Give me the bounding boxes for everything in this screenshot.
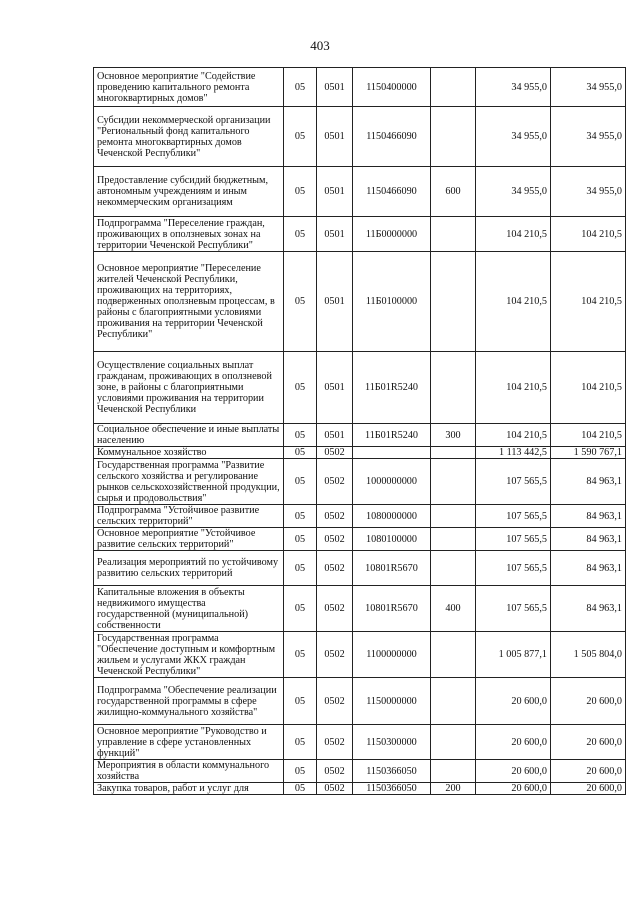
row-code-cell: 05: [284, 459, 317, 505]
row-expense-type-cell: [431, 107, 476, 167]
row-name-cell: Закупка товаров, работ и услуг для: [94, 783, 284, 795]
row-code-cell: 05: [284, 447, 317, 459]
row-amount-1-cell: 20 600,0: [476, 678, 551, 725]
row-target-code-cell: 11Б0100000: [353, 252, 431, 352]
row-name-cell: Предоставление субсидий бюджетным, автономным учреждениям и иным некоммерческим организациям: [94, 167, 284, 217]
row-amount-1-cell: 34 955,0: [476, 68, 551, 107]
row-section-cell: 0502: [317, 760, 353, 783]
row-amount-1-cell: 107 565,5: [476, 505, 551, 528]
row-amount-2-cell: 104 210,5: [551, 352, 626, 424]
row-expense-type-cell: 600: [431, 167, 476, 217]
row-expense-type-cell: 200: [431, 783, 476, 795]
row-amount-2-cell: 1 590 767,1: [551, 447, 626, 459]
row-target-code-cell: 11Б0000000: [353, 217, 431, 252]
row-amount-2-cell: 1 505 804,0: [551, 632, 626, 678]
row-name-cell: Основное мероприятие "Устойчивое развитие сельских территорий": [94, 528, 284, 551]
budget-table: [93, 67, 626, 795]
row-name-cell: Коммунальное хозяйство: [94, 447, 284, 459]
row-amount-1-cell: 104 210,5: [476, 352, 551, 424]
row-amount-2-cell: 84 963,1: [551, 551, 626, 586]
row-target-code-cell: 1080100000: [353, 528, 431, 551]
row-amount-1-cell: 104 210,5: [476, 424, 551, 447]
row-section-cell: 0502: [317, 505, 353, 528]
row-code-cell: 05: [284, 678, 317, 725]
row-name-cell: Государственная программа "Развитие сельского хозяйства и регулирование рынков сельскохозяйственной продукции, сырья и продовольствия": [94, 459, 284, 505]
row-target-code-cell: 1150366050: [353, 760, 431, 783]
row-section-cell: 0502: [317, 447, 353, 459]
row-code-cell: 05: [284, 167, 317, 217]
row-expense-type-cell: 300: [431, 424, 476, 447]
row-amount-2-cell: 34 955,0: [551, 107, 626, 167]
row-name-cell: Субсидии некоммерческой организации "Региональный фонд капитального ремонта многоквартирных домов Чеченской Республики": [94, 107, 284, 167]
row-amount-2-cell: 104 210,5: [551, 252, 626, 352]
row-code-cell: 05: [284, 551, 317, 586]
row-section-cell: 0501: [317, 252, 353, 352]
row-name-cell: Мероприятия в области коммунального хозяйства: [94, 760, 284, 783]
table-row: [94, 678, 626, 725]
row-section-cell: 0502: [317, 586, 353, 632]
row-name-cell: Основное мероприятие "Переселение жителей Чеченской Республики, проживающих на территориях, подверженных оползневым процессам, в районы с благоприятными условиями проживания на территории Чеченской Республики": [94, 252, 284, 352]
row-code-cell: 05: [284, 505, 317, 528]
row-amount-1-cell: 34 955,0: [476, 167, 551, 217]
row-amount-1-cell: 20 600,0: [476, 725, 551, 760]
table-row: [94, 505, 626, 528]
row-target-code-cell: [353, 447, 431, 459]
row-expense-type-cell: [431, 725, 476, 760]
row-amount-1-cell: 1 113 442,5: [476, 447, 551, 459]
row-amount-2-cell: 84 963,1: [551, 459, 626, 505]
row-amount-2-cell: 84 963,1: [551, 505, 626, 528]
row-amount-1-cell: 20 600,0: [476, 783, 551, 795]
row-target-code-cell: 1080000000: [353, 505, 431, 528]
table-row: [94, 167, 626, 217]
row-amount-2-cell: 20 600,0: [551, 783, 626, 795]
row-amount-2-cell: 84 963,1: [551, 528, 626, 551]
table-row: [94, 107, 626, 167]
row-code-cell: 05: [284, 528, 317, 551]
row-target-code-cell: 10801R5670: [353, 586, 431, 632]
row-name-cell: Осуществление социальных выплат гражданам, проживающих в оползневой зоне, в районы с благоприятными условиями проживания на территории Чеченской Республики: [94, 352, 284, 424]
row-name-cell: Подпрограмма "Обеспечение реализации государственной программы в сфере жилищно-коммунального хозяйства": [94, 678, 284, 725]
row-expense-type-cell: [431, 352, 476, 424]
row-code-cell: 05: [284, 252, 317, 352]
row-name-cell: Основное мероприятие "Содействие проведению капитального ремонта многоквартирных домов": [94, 68, 284, 107]
row-expense-type-cell: [431, 632, 476, 678]
row-section-cell: 0501: [317, 424, 353, 447]
row-code-cell: 05: [284, 424, 317, 447]
table-row: [94, 217, 626, 252]
row-expense-type-cell: [431, 505, 476, 528]
row-name-cell: Подпрограмма "Переселение граждан, проживающих в оползневых зонах на территории Чеченской Республики": [94, 217, 284, 252]
table-row: [94, 459, 626, 505]
row-name-cell: Социальное обеспечение и иные выплаты населению: [94, 424, 284, 447]
row-name-cell: Государственная программа "Обеспечение доступным и комфортным жильем и услугами ЖКХ граждан Чеченской Республики": [94, 632, 284, 678]
row-code-cell: 05: [284, 352, 317, 424]
row-amount-2-cell: 34 955,0: [551, 68, 626, 107]
table-row: [94, 632, 626, 678]
row-amount-1-cell: 107 565,5: [476, 459, 551, 505]
row-code-cell: 05: [284, 760, 317, 783]
row-amount-1-cell: 107 565,5: [476, 528, 551, 551]
table-row: [94, 551, 626, 586]
row-section-cell: 0501: [317, 68, 353, 107]
table-row: [94, 447, 626, 459]
row-amount-2-cell: 104 210,5: [551, 217, 626, 252]
table-row: [94, 252, 626, 352]
row-code-cell: 05: [284, 217, 317, 252]
row-amount-2-cell: 20 600,0: [551, 725, 626, 760]
row-section-cell: 0501: [317, 352, 353, 424]
row-code-cell: 05: [284, 586, 317, 632]
row-amount-2-cell: 20 600,0: [551, 760, 626, 783]
table-row: [94, 586, 626, 632]
table-row: [94, 528, 626, 551]
row-name-cell: Основное мероприятие "Руководство и управление в сфере установленных функций": [94, 725, 284, 760]
row-target-code-cell: 1150000000: [353, 678, 431, 725]
row-code-cell: 05: [284, 783, 317, 795]
table-row: [94, 760, 626, 783]
table-row: [94, 352, 626, 424]
row-amount-1-cell: 107 565,5: [476, 551, 551, 586]
row-expense-type-cell: [431, 551, 476, 586]
row-name-cell: Подпрограмма "Устойчивое развитие сельских территорий": [94, 505, 284, 528]
row-section-cell: 0501: [317, 217, 353, 252]
table-row: [94, 424, 626, 447]
row-expense-type-cell: [431, 678, 476, 725]
row-target-code-cell: 1000000000: [353, 459, 431, 505]
row-amount-1-cell: 20 600,0: [476, 760, 551, 783]
row-code-cell: 05: [284, 68, 317, 107]
row-expense-type-cell: 400: [431, 586, 476, 632]
row-amount-1-cell: 1 005 877,1: [476, 632, 551, 678]
table-row: [94, 783, 626, 795]
row-code-cell: 05: [284, 725, 317, 760]
row-target-code-cell: 1150366050: [353, 783, 431, 795]
row-target-code-cell: 1150300000: [353, 725, 431, 760]
row-target-code-cell: 1150400000: [353, 68, 431, 107]
row-expense-type-cell: [431, 447, 476, 459]
row-expense-type-cell: [431, 528, 476, 551]
row-amount-2-cell: 84 963,1: [551, 586, 626, 632]
row-section-cell: 0502: [317, 678, 353, 725]
row-code-cell: 05: [284, 632, 317, 678]
row-target-code-cell: 10801R5670: [353, 551, 431, 586]
row-amount-1-cell: 34 955,0: [476, 107, 551, 167]
page-number: 403: [310, 38, 330, 53]
row-code-cell: 05: [284, 107, 317, 167]
row-target-code-cell: 11Б01R5240: [353, 352, 431, 424]
row-expense-type-cell: [431, 459, 476, 505]
row-section-cell: 0502: [317, 459, 353, 505]
row-target-code-cell: 1150466090: [353, 167, 431, 217]
row-section-cell: 0502: [317, 551, 353, 586]
row-section-cell: 0502: [317, 725, 353, 760]
row-amount-1-cell: 107 565,5: [476, 586, 551, 632]
row-amount-2-cell: 104 210,5: [551, 424, 626, 447]
row-section-cell: 0502: [317, 632, 353, 678]
row-section-cell: 0502: [317, 528, 353, 551]
row-amount-1-cell: 104 210,5: [476, 217, 551, 252]
row-amount-2-cell: 34 955,0: [551, 167, 626, 217]
row-expense-type-cell: [431, 68, 476, 107]
row-section-cell: 0501: [317, 107, 353, 167]
row-target-code-cell: 1100000000: [353, 632, 431, 678]
row-target-code-cell: 11Б01R5240: [353, 424, 431, 447]
row-amount-2-cell: 20 600,0: [551, 678, 626, 725]
row-target-code-cell: 1150466090: [353, 107, 431, 167]
row-section-cell: 0502: [317, 783, 353, 795]
table-row: [94, 68, 626, 107]
row-amount-1-cell: 104 210,5: [476, 252, 551, 352]
row-name-cell: Капитальные вложения в объекты недвижимого имущества государственной (муниципальной) собственности: [94, 586, 284, 632]
table-row: [94, 725, 626, 760]
row-section-cell: 0501: [317, 167, 353, 217]
row-name-cell: Реализация мероприятий по устойчивому развитию сельских территорий: [94, 551, 284, 586]
row-expense-type-cell: [431, 217, 476, 252]
row-expense-type-cell: [431, 760, 476, 783]
row-expense-type-cell: [431, 252, 476, 352]
